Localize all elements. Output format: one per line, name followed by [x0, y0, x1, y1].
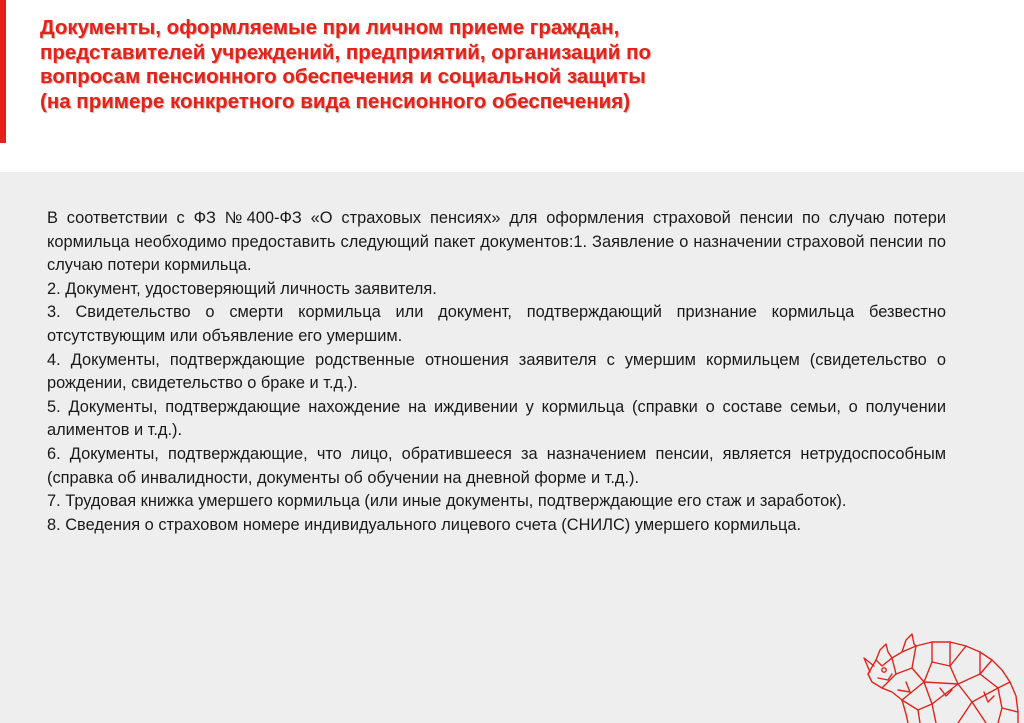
- title-line: (на примере конкретного вида пенсионного обеспечения): [40, 89, 631, 113]
- accent-bar: [0, 0, 6, 143]
- title-line: Документы, оформляемые при личном приеме граждан,: [40, 16, 620, 39]
- paragraph-item-6: 6. Документы, подтверждающие, что лицо, обратившееся за назначением пенсии, является нетрудоспособным (справка об инвалидности, документы об обучении на дневной форме и т.д.).: [47, 444, 946, 487]
- title-line: представителей учреждений, предприятий, организаций по: [40, 40, 651, 64]
- title-line: вопросам пенсионного обеспечения и социальной защиты: [40, 65, 646, 88]
- paragraph-item-3: 3. Свидетельство о смерти кормильца или документ, подтверждающий признание кормильца безвестно отсутствующим или объявление его умершим.: [47, 303, 946, 345]
- paragraph-item-2: 2. Документ, удостоверяющий личность заявителя.: [47, 279, 437, 298]
- paragraph-item-5: 5. Документы, подтверждающие нахождение на иждивении у кормильца (справки о составе семьи, о получении алиментов и т.д.).: [47, 397, 946, 440]
- slide-title: [40, 16, 940, 114]
- rhino-logo-icon: [862, 622, 1022, 723]
- paragraph-item-8: 8. Сведения о страховом номере индивидуального лицевого счета (СНИЛС) умершего кормильца.: [47, 515, 802, 534]
- body-text: [47, 207, 946, 537]
- paragraph-item-4: 4. Документы, подтверждающие родственные отношения заявителя с умершим кормильцем (свидетельство о рождении, свидетельство о браке и т.д.).: [47, 350, 946, 393]
- paragraph-intro: В соответствии с ФЗ №400-ФЗ «О страховых пенсиях» для оформления страховой пенсии по случаю потери кормильца необходимо предоставить следующий пакет документов:1. Заявление о назначении страховой пенсии по случаю потери кормильца.: [47, 209, 946, 275]
- paragraph-item-7: 7. Трудовая книжка умершего кормильца (или иные документы, подтверждающие его стаж и заработок).: [47, 492, 847, 511]
